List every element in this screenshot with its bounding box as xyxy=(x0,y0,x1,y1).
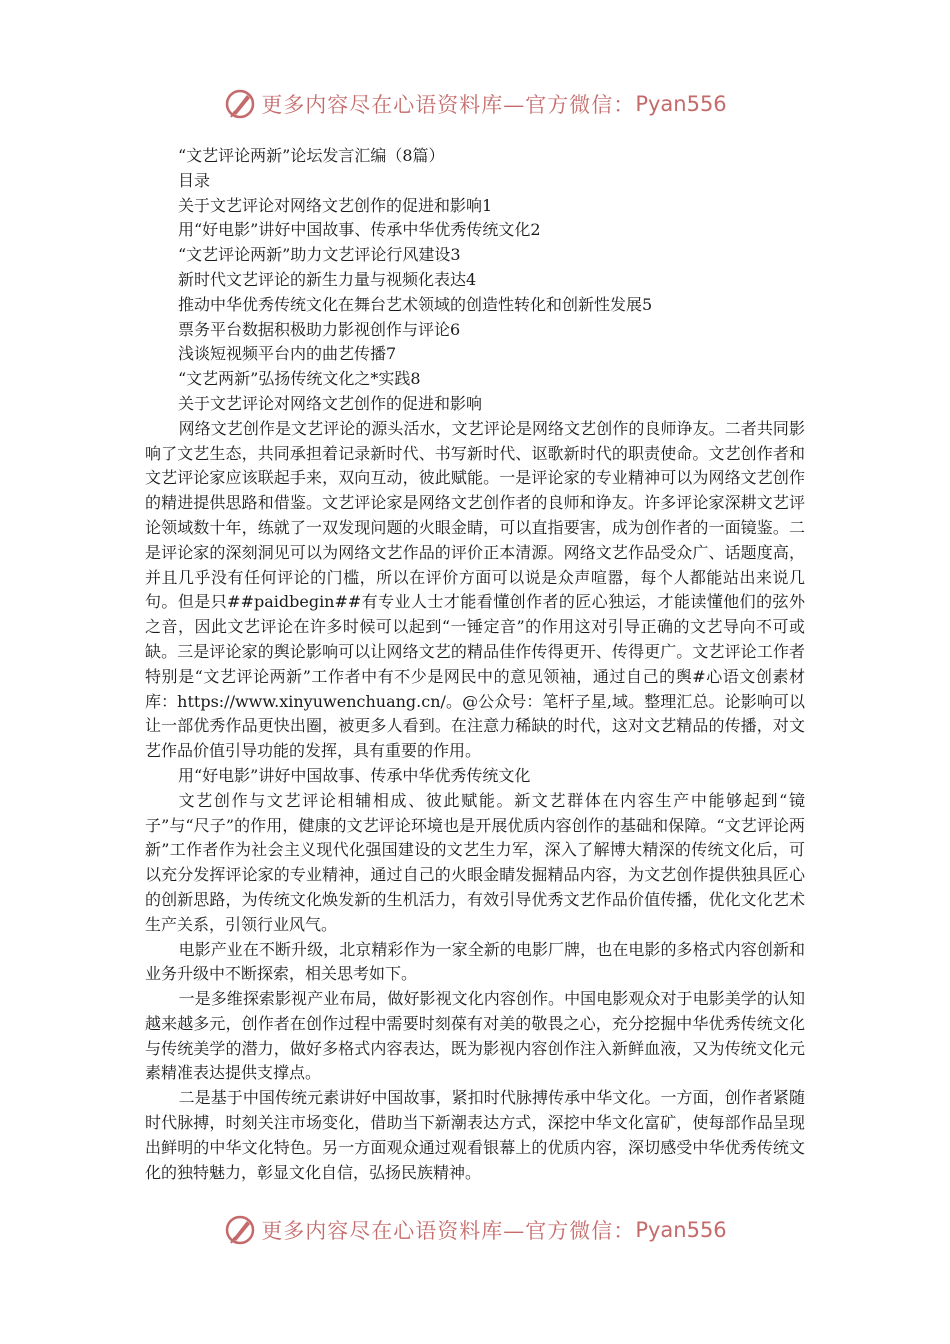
section-title: 用“好电影”讲好中国故事、传承中华优秀传统文化 xyxy=(178,765,531,785)
toc-item: 推动中华优秀传统文化在舞台艺术领域的创造性转化和创新性发展5 xyxy=(178,294,653,314)
document-title: “文艺评论两新”论坛发言汇编（8篇） xyxy=(178,146,445,165)
toc-item: 票务平台数据积极助力影视创作与评论6 xyxy=(178,319,461,339)
watermark-banner-top xyxy=(0,84,950,124)
toc-heading: 目录 xyxy=(178,170,211,190)
toc-item: “文艺评论两新”助力文艺评论行风建设3 xyxy=(178,245,461,265)
section-title: 关于文艺评论对网络文艺创作的促进和影响 xyxy=(178,393,483,413)
section-paragraph: 网络文艺创作是文艺评论的源头活水，文艺评论是网络文艺创作的良师诤友。二者共同影响了文艺生态，共同承担着记录新时代、书写新时代、讴歌新时代的职责使命。文艺创作者和文艺评论家应该联起手来，双向互动，彼此赋能。一是评论家的专业精神可以为网络文艺创作的精进提供思路和借鉴。文艺评论家是网络文艺创作者的良师和诤友。许多评论家深耕文艺评论领域数十年，练就了一双发现问题的火眼金睛，可以直指要害，成为创作者的一面镜鉴。二是评论家的深刻洞见可以为网络文艺作品的评价正本清源。网络文艺作品受众广、话题度高，并且几乎没有任何评论的门槛，所以在评价方面可以说是众声喧嚣，每个人都能站出来说几句。但是只##paidbegin##有专业人士才能看懂创作者的匠心独运，才能读懂他们的弦外之音，因此文艺评论在许多时候可以起到“一锤定音”的作用这对引导正确的文艺导向不可或缺。三是评论家的舆论影响可以让网络文艺的精品佳作传得更开、传得更广。文艺评论工作者特别是“文艺评论两新”工作者中有不少是网民中的意见领袖，通过自己的舆#心语文创素材库：https://www.xinyuwenchuang.cn/。@公众号：笔杆子星,域。整理汇总。论影响可以让一部优秀作品更快出圈，被更多人看到。在注意力稀缺的时代，这对文艺精品的传播，对文艺作品价值引导功能的发挥，具有重要的作用。 xyxy=(145,418,805,761)
banner-text: 更多内容尽在心语资料库—官方微信： xyxy=(261,1219,636,1243)
section-paragraph: 一是多维探索影视产业布局，做好影视文化内容创作。中国电影观众对于电影美学的认知越来越多元，创作者在创作过程中需要时刻葆有对美的敬畏之心，充分挖掘中华优秀传统文化与传统美学的潜力，做好多格式内容表达，既为影视内容创作注入新鲜血液，又为传统文化元素精准表达提供支撑点。 xyxy=(145,989,805,1083)
section-paragraph: 文艺创作与文艺评论相辅相成、彼此赋能。新文艺群体在内容生产中能够起到“镜子”与“尺子”的作用，健康的文艺评论环境也是开展优质内容创作的基础和保障。“文艺评论两新”工作者作为社会主义现代化强国建设的文艺生力军，深入了解博大精深的传统文化后，可以充分发挥评论家的专业精神，通过自己的火眼金睛发掘精品内容，为文艺创作提供独具匠心的创新思路，为传统文化焕发新的生机活力，有效引导优秀文艺作品价值传播，优化文化艺术生产关系，引领行业风气。 xyxy=(145,790,805,934)
toc-item: 浅谈短视频平台内的曲艺传播7 xyxy=(178,344,397,364)
pen-logo-icon xyxy=(223,1213,257,1247)
section-paragraph: 二是基于中国传统元素讲好中国故事，紧扣时代脉搏传承中华文化。一方面，创作者紧随时代脉搏，时刻关注市场变化，借助当下新潮表达方式，深挖中华文化富矿，使每部作品呈现出鲜明的中华文化特色。另一方面观众通过观看银幕上的优质内容，深切感受中华优秀传统文化的独特魅力，彰显文化自信，弘扬民族精神。 xyxy=(145,1088,805,1182)
pen-logo-icon xyxy=(223,87,257,121)
document-body xyxy=(145,144,805,1185)
section-paragraph: 电影产业在不断升级，北京精彩作为一家全新的电影厂牌，也在电影的多格式内容创新和业务升级中不断探索，相关思考如下。 xyxy=(145,939,805,984)
toc-item: 用“好电影”讲好中国故事、传承中华优秀传统文化2 xyxy=(178,220,541,240)
toc-item: 关于文艺评论对网络文艺创作的促进和影响1 xyxy=(178,195,493,215)
toc-item: 新时代文艺评论的新生力量与视频化表达4 xyxy=(178,269,477,289)
watermark-banner-bottom xyxy=(0,1210,950,1250)
banner-wechat-id: Pyan556 xyxy=(635,1218,727,1242)
banner-text: 更多内容尽在心语资料库—官方微信： xyxy=(261,93,636,117)
toc-item: “文艺两新”弘扬传统文化之*实践8 xyxy=(178,369,421,389)
banner-wechat-id: Pyan556 xyxy=(635,92,727,116)
